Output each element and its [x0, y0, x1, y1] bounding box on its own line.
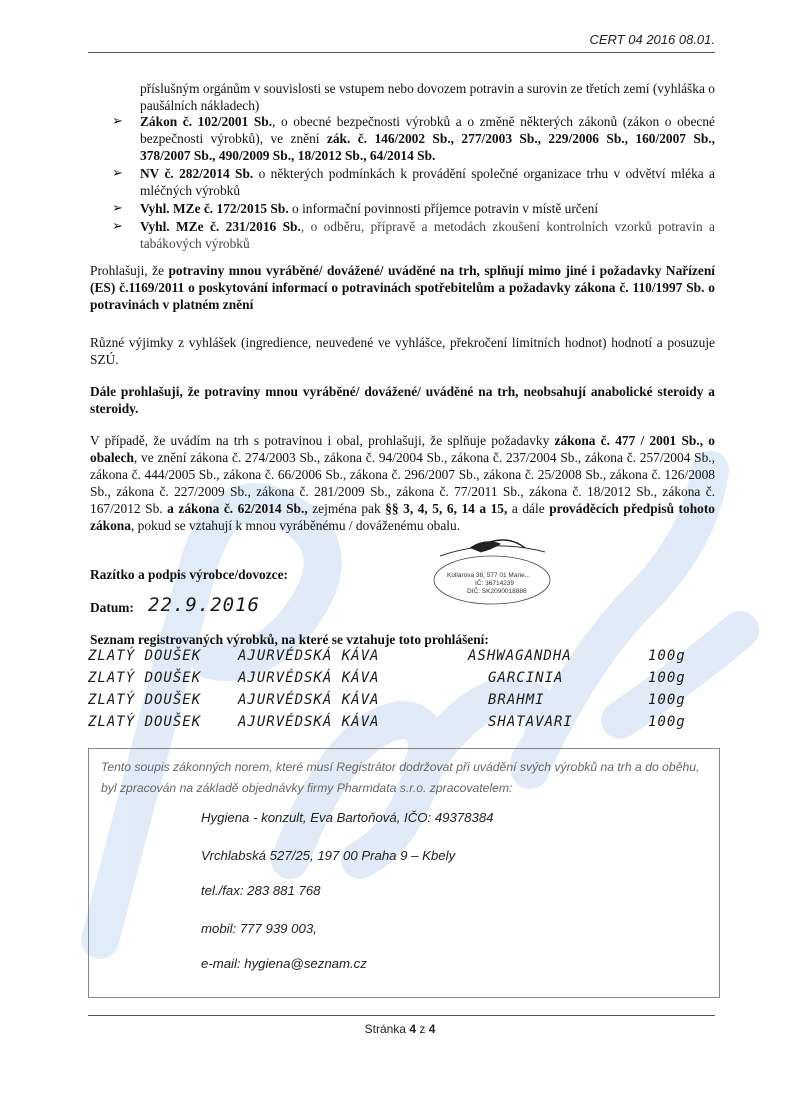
declaration-paragraph — [90, 262, 715, 313]
product-row — [88, 714, 728, 736]
packaging-text: V případě, že uvádím na trh s potravinou i obal, prohlašuji, že splňuje požadavky — [90, 433, 555, 448]
processor-address: Vrchlabská 527/25, 197 00 Praha 9 – Kbely — [201, 848, 456, 863]
law-text: o některých podmínkách k provádění společné organizace trhu v odvětví mléka a mléčných výrobků — [140, 166, 715, 198]
processor-phone: tel./fax: 283 881 768 — [201, 883, 321, 898]
product-name: ZLATÝ DOUŠEK — [88, 648, 202, 664]
product-row — [88, 648, 728, 670]
processor-mobile: mobil: 777 939 003, — [201, 921, 317, 936]
stamp-text — [447, 572, 530, 596]
processor-company: Hygiena - konzult, Eva Bartoňová, IČO: 49378384 — [201, 810, 494, 825]
declaration-bold: potraviny mnou vyráběné/ dovážené/ uváděné na trh, splňují mimo jiné i požadavky Nařízení (ES) č.1169/2011 o poskytování informací o potravinách spotřebitelům a požadavky zákona č. 110/1997 Sb. o potravinách v platném znění — [90, 263, 715, 312]
processor-info-box — [88, 748, 720, 998]
law-title: Vyhl. MZe č. 172/2015 Sb. — [140, 201, 289, 216]
law-text: , o obecné bezpečnosti výrobků a o změně některých zákonů (zákon o obecné bezpečnosti výrobků), ve znění — [140, 114, 715, 146]
stamp-dic: DIČ: SK2090018886 — [467, 588, 527, 595]
product-variant: BRAHMI — [488, 692, 545, 708]
document-code: CERT 04 2016 08.01. — [589, 32, 715, 47]
product-weight: 100g — [648, 692, 686, 708]
packaging-text: , pokud se vztahují k mnou vyráběnému / dováženému obalu. — [130, 518, 461, 533]
arrow-bullet-icon: ➢ — [112, 219, 123, 234]
product-variant: GARCINIA — [488, 670, 564, 686]
law-title: Vyhl. MZe č. 231/2016 Sb. — [140, 219, 301, 234]
product-type: AJURVÉDSKÁ KÁVA — [238, 714, 380, 730]
product-name: ZLATÝ DOUŠEK — [88, 670, 202, 686]
product-weight: 100g — [648, 670, 686, 686]
date-label: Datum: — [90, 600, 134, 615]
product-weight: 100g — [648, 648, 686, 664]
law-item — [112, 113, 715, 164]
product-type: AJURVÉDSKÁ KÁVA — [238, 670, 380, 686]
product-row — [88, 670, 728, 692]
law-amendments: zák. č. 146/2002 Sb., 277/2003 Sb., 229/2006 Sb., 160/2007 Sb., 378/2007 Sb., 490/2009 Sb., 18/2012 Sb., 64/2014 Sb. — [140, 131, 715, 163]
law-item — [112, 218, 715, 252]
processor-email: e-mail: hygiena@seznam.cz — [201, 956, 367, 971]
arrow-bullet-icon: ➢ — [112, 201, 123, 216]
page-number: 4 — [409, 1022, 417, 1036]
packaging-bold: §§ 3, 4, 5, 6, 14 a 15, — [385, 501, 508, 516]
products-label: Seznam registrovaných výrobků, na které se vztahuje toto prohlášení: — [90, 632, 489, 647]
stamp-ico: IČ: 36714239 — [475, 580, 515, 587]
law-title: NV č. 282/2014 Sb. — [140, 166, 254, 181]
packaging-bold: zákona č. 477 / 2001 Sb., o obalech — [90, 433, 715, 465]
signature-label: Razítko a podpis výrobce/dovozce: — [90, 567, 289, 582]
product-variant: ASHWAGANDHA — [468, 648, 572, 664]
declaration-prefix: Prohlašuji, že — [90, 263, 169, 278]
footer-divider — [88, 1015, 715, 1016]
law-title: Zákon č. 102/2001 Sb. — [140, 114, 273, 129]
arrow-bullet-icon: ➢ — [112, 114, 123, 129]
page-footer — [0, 1022, 800, 1036]
law-item — [112, 165, 715, 199]
footer-mid: z — [416, 1022, 429, 1036]
product-variant: SHATAVARI — [488, 714, 573, 730]
product-row — [88, 692, 728, 714]
steroids-paragraph: Dále prohlašuji, že potraviny mnou vyráběné/ dovážené/ uváděné na trh, neobsahují anabolické steroidy a steroidy. — [90, 384, 715, 416]
arrow-bullet-icon: ➢ — [112, 166, 123, 181]
page-total: 4 — [428, 1022, 436, 1036]
packaging-text: a dále — [507, 501, 550, 516]
law-text: , o odběru, přípravě a metodách zkoušení kontrolních vzorků potravin a tabákových výrobků — [140, 219, 715, 251]
product-name: ZLATÝ DOUŠEK — [88, 692, 202, 708]
product-name: ZLATÝ DOUŠEK — [88, 714, 202, 730]
packaging-bold: prováděcích předpisů tohoto zákona — [90, 501, 716, 533]
law-text: o informační povinnosti příjemce potravin v místě určení — [288, 201, 599, 216]
law-list — [112, 113, 715, 253]
product-type: AJURVÉDSKÁ KÁVA — [238, 648, 380, 664]
continuation-text: příslušným orgánům v souvislosti se vstupem nebo dovozem potravin a surovin ze třetích zemí (vyhláška o paušálních nákladech) — [140, 81, 715, 113]
header-divider — [88, 52, 715, 53]
footer-prefix: Stránka — [364, 1022, 410, 1036]
packaging-text: , ve znění zákona č. 274/2003 Sb., zákona č. 94/2004 Sb., zákona č. 237/2004 Sb., zákona č. 257/2004 Sb., zákona č. 444/2005 Sb., zákona č. 66/2006 Sb., zákona č. 296/2007 Sb., zákona č. 25/2008 Sb., zákona č. 126/2008 Sb., zákona č. 227/2009 Sb., zákona č. 281/2009 Sb., zákona č. 77/2011 Sb., zákona č. 18/2012 Sb., zákona č. 167/2012 Sb. — [90, 450, 715, 516]
packaging-paragraph — [90, 432, 715, 534]
exceptions-paragraph: Různé výjimky z vyhlášek (ingredience, neuvedené ve vyhlášce, překročení limitních hodnot) hodnotí a posuzuje SZÚ. — [90, 335, 715, 367]
date-value: 22.9.2016 — [148, 594, 260, 616]
law-item — [112, 200, 715, 217]
packaging-bold: a zákona č. 62/2014 Sb., — [167, 501, 308, 516]
product-type: AJURVÉDSKÁ KÁVA — [238, 692, 380, 708]
product-weight: 100g — [648, 714, 686, 730]
info-intro: Tento soupis zákonných norem, které musí Registrátor dodržovat při uvádění svých výrobků na trh a do oběhu, byl zpracován na základě objednávky firmy Pharmdata s.r.o. zpracovatelem: — [101, 760, 700, 795]
packaging-text: zejména pak — [307, 501, 386, 516]
stamp-address: Kollárova 38, 577 01 Marie... — [447, 572, 531, 579]
